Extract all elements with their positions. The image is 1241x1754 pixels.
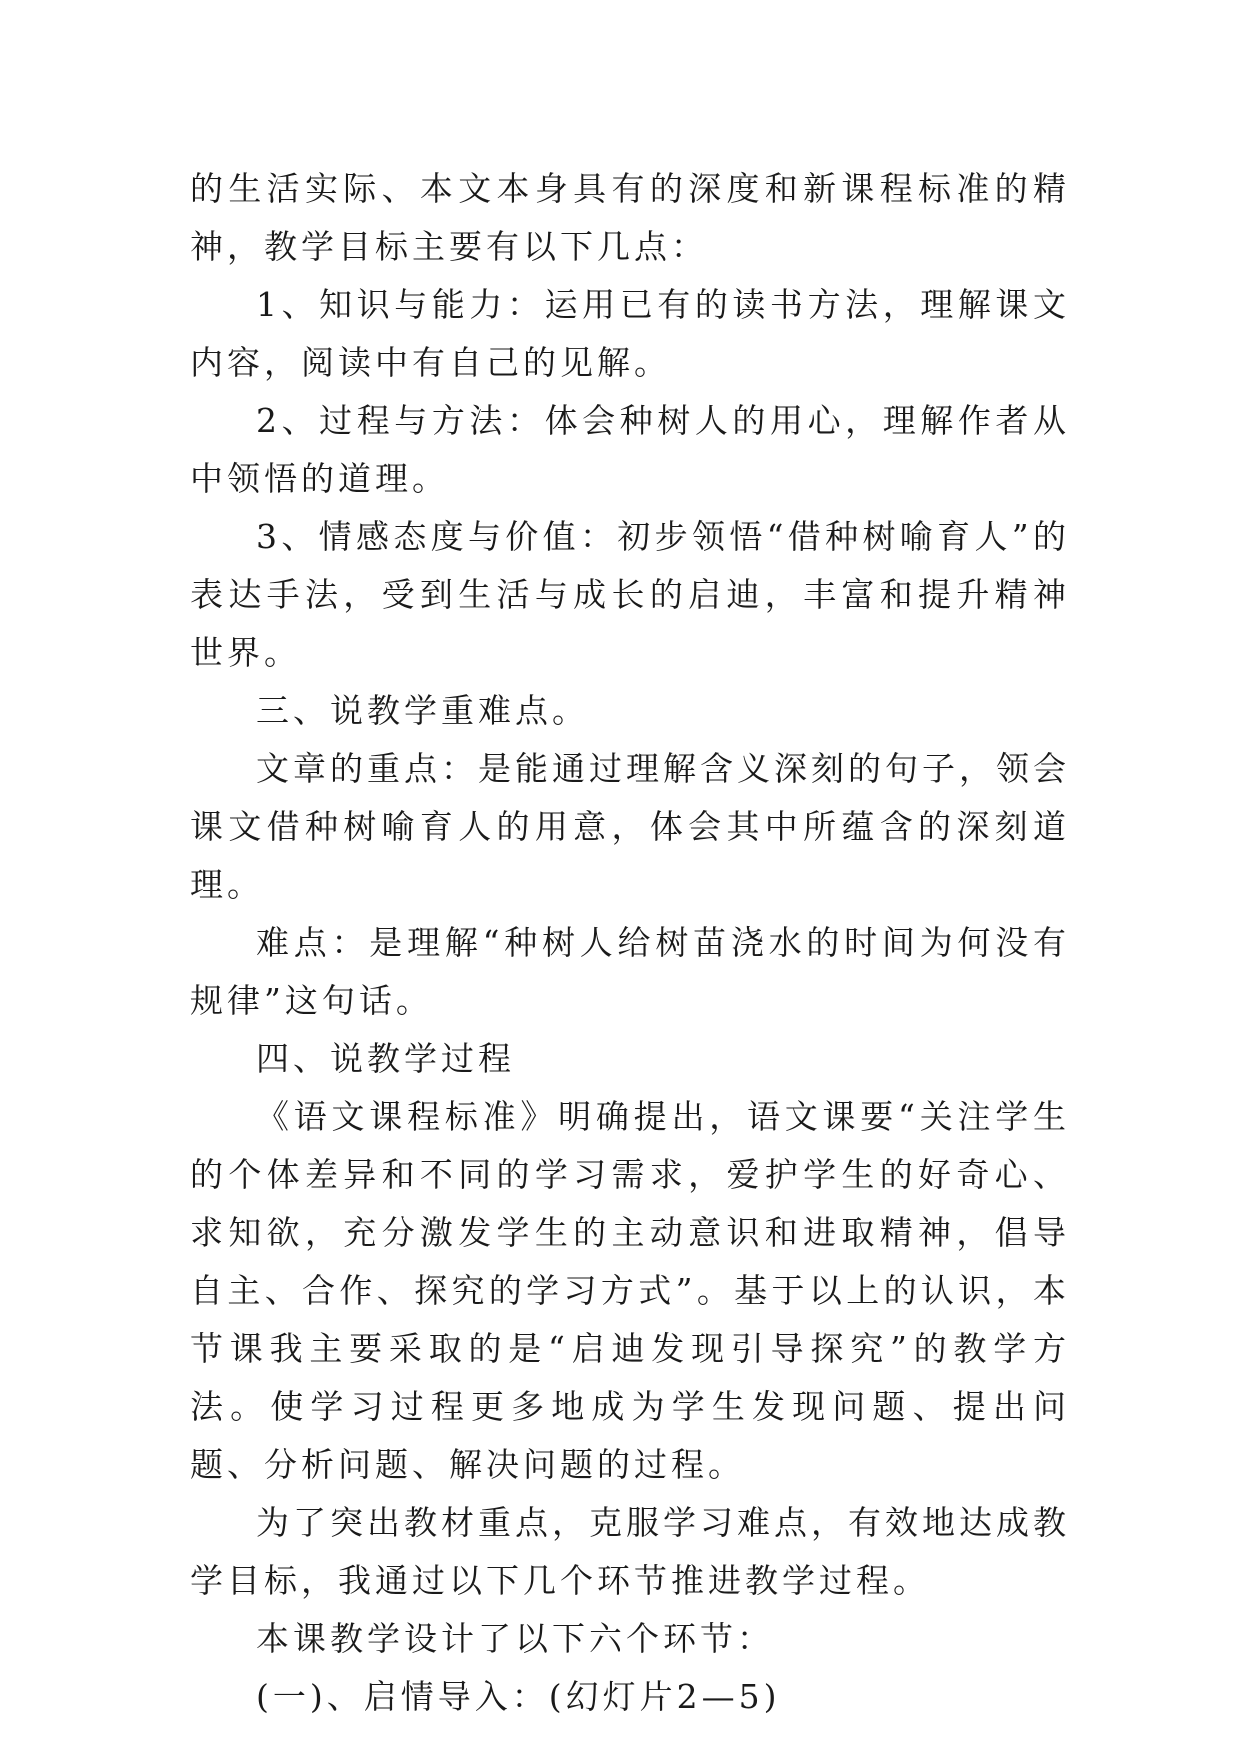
- section-heading-process: 四、说教学过程: [256, 1039, 515, 1078]
- paragraph-difficulty: 难点：是理解“种树人给树苗浇水的时间为何没有规律”这句话。: [190, 923, 1070, 1020]
- document-body: [190, 160, 1070, 1726]
- paragraph-4: 3、情感态度与价值：初步领悟“借种树喻育人”的表达手法，受到生活与成长的启迪，丰富和提升精神世界。: [190, 517, 1070, 672]
- paragraph-six-steps: 本课教学设计了以下六个环节：: [256, 1619, 774, 1658]
- paragraph-3: 2、过程与方法：体会种树人的用心，理解作者从中领悟的道理。: [190, 401, 1070, 498]
- paragraph-2: 1、知识与能力：运用已有的读书方法，理解课文内容，阅读中有自己的见解。: [190, 285, 1070, 382]
- paragraph-1: 的生活实际、本文本身具有的深度和新课程标准的精神，教学目标主要有以下几点：: [190, 169, 1070, 266]
- paragraph-key-point: 文章的重点：是能通过理解含义深刻的句子，领会课文借种树喻育人的用意，体会其中所蕴含的深刻道理。: [190, 749, 1070, 904]
- section-heading-key-points: 三、说教学重难点。: [256, 691, 589, 730]
- paragraph-curriculum: 《语文课程标准》明确提出，语文课要“关注学生的个体差异和不同的学习需求，爱护学生的好奇心、求知欲，充分激发学生的主动意识和进取精神，倡导自主、合作、探究的学习方式”。基于以上的认识，本节课我主要采取的是“启迪发现引导探究”的教学方法。使学习过程更多地成为学生发现问题、提出问题、分析问题、解决问题的过程。: [190, 1097, 1070, 1484]
- paragraph-goals: 为了突出教材重点，克服学习难点，有效地达成教学目标，我通过以下几个环节推进教学过程。: [190, 1503, 1070, 1600]
- paragraph-step-one: (一)、启情导入：(幻灯片2—5): [256, 1677, 781, 1716]
